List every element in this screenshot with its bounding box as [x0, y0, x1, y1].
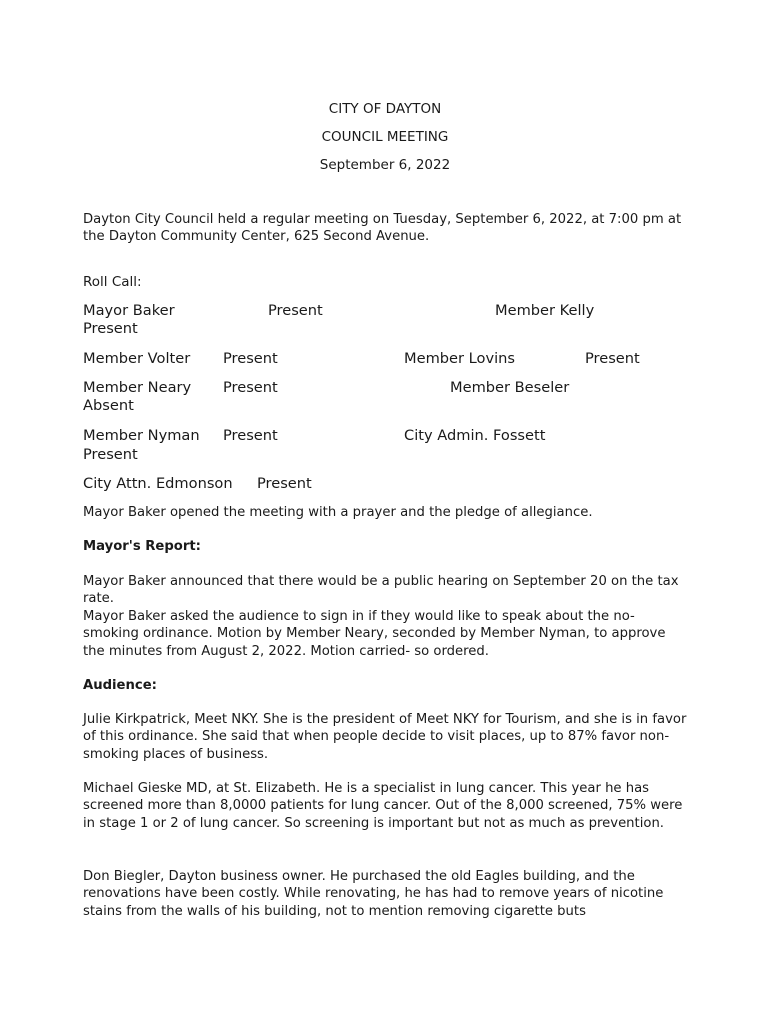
roll-call-status: Present — [223, 379, 278, 396]
mayors-report-paragraph: Mayor Baker announced that there would be a public hearing on September 20 on the tax rate. — [83, 574, 679, 607]
roll-call-name: Member Kelly — [495, 302, 595, 319]
roll-call-name: Mayor Baker — [83, 302, 175, 319]
roll-call-status: Present — [585, 350, 640, 367]
roll-call-name: Member Nyman — [83, 427, 200, 444]
meeting-type: COUNCIL MEETING — [321, 129, 449, 145]
city-name: CITY OF DAYTON — [328, 101, 442, 117]
roll-call-status: Present — [223, 427, 278, 444]
roll-call-status: Present — [257, 475, 312, 492]
roll-call-name: City Attn. Edmonson — [83, 475, 233, 492]
mayors-report-paragraph: Mayor Baker asked the audience to sign in if they would like to speak about the no-smoking ordinance. Motion by Member Neary, seconded by Member Nyman, to approve the minutes from August 2, 2022. Motion carried- so ordered. — [83, 609, 666, 659]
audience-paragraph: Michael Gieske MD, at St. Elizabeth. He is a specialist in lung cancer. This year he has screened more than 8,0000 patients for lung cancer. Out of the 8,000 screened, 75% were in stage 1 or 2 of lung cancer. So screening is important but not as much as prevention. — [83, 781, 683, 831]
roll-call-name: Member Volter — [83, 350, 191, 367]
intro-paragraph: Dayton City Council held a regular meeting on Tuesday, September 6, 2022, at 7:00 pm at the Dayton Community Center, 625 Second Avenue. — [83, 212, 682, 245]
roll-call-name: Member Lovins — [404, 350, 516, 367]
mayors-report-heading: Mayor's Report: — [83, 539, 201, 554]
roll-call-status: Absent — [83, 397, 134, 414]
roll-call-name: Member Neary — [83, 379, 192, 396]
meeting-date: September 6, 2022 — [319, 157, 451, 173]
roll-call-name: City Admin. Fossett — [404, 427, 546, 444]
roll-call-status: Present — [83, 446, 138, 463]
opening-paragraph: Mayor Baker opened the meeting with a prayer and the pledge of allegiance. — [83, 505, 593, 520]
roll-call-status: Present — [268, 302, 323, 319]
roll-call-status: Present — [223, 350, 278, 367]
audience-heading: Audience: — [83, 678, 157, 693]
audience-paragraph: Don Biegler, Dayton business owner. He purchased the old Eagles building, and the renovations have been costly. While renovating, he has had to remove years of nicotine stains from the walls of his building, not to mention removing cigarette buts — [83, 869, 664, 919]
roll-call-name: Member Beseler — [450, 379, 570, 396]
roll-call-status: Present — [83, 320, 138, 337]
roll-call-label: Roll Call: — [83, 274, 142, 290]
audience-paragraph: Julie Kirkpatrick, Meet NKY. She is the president of Meet NKY for Tourism, and she is in favor of this ordinance. She said that when people decide to visit places, up to 87% favor non-smoking places of business. — [83, 712, 687, 762]
